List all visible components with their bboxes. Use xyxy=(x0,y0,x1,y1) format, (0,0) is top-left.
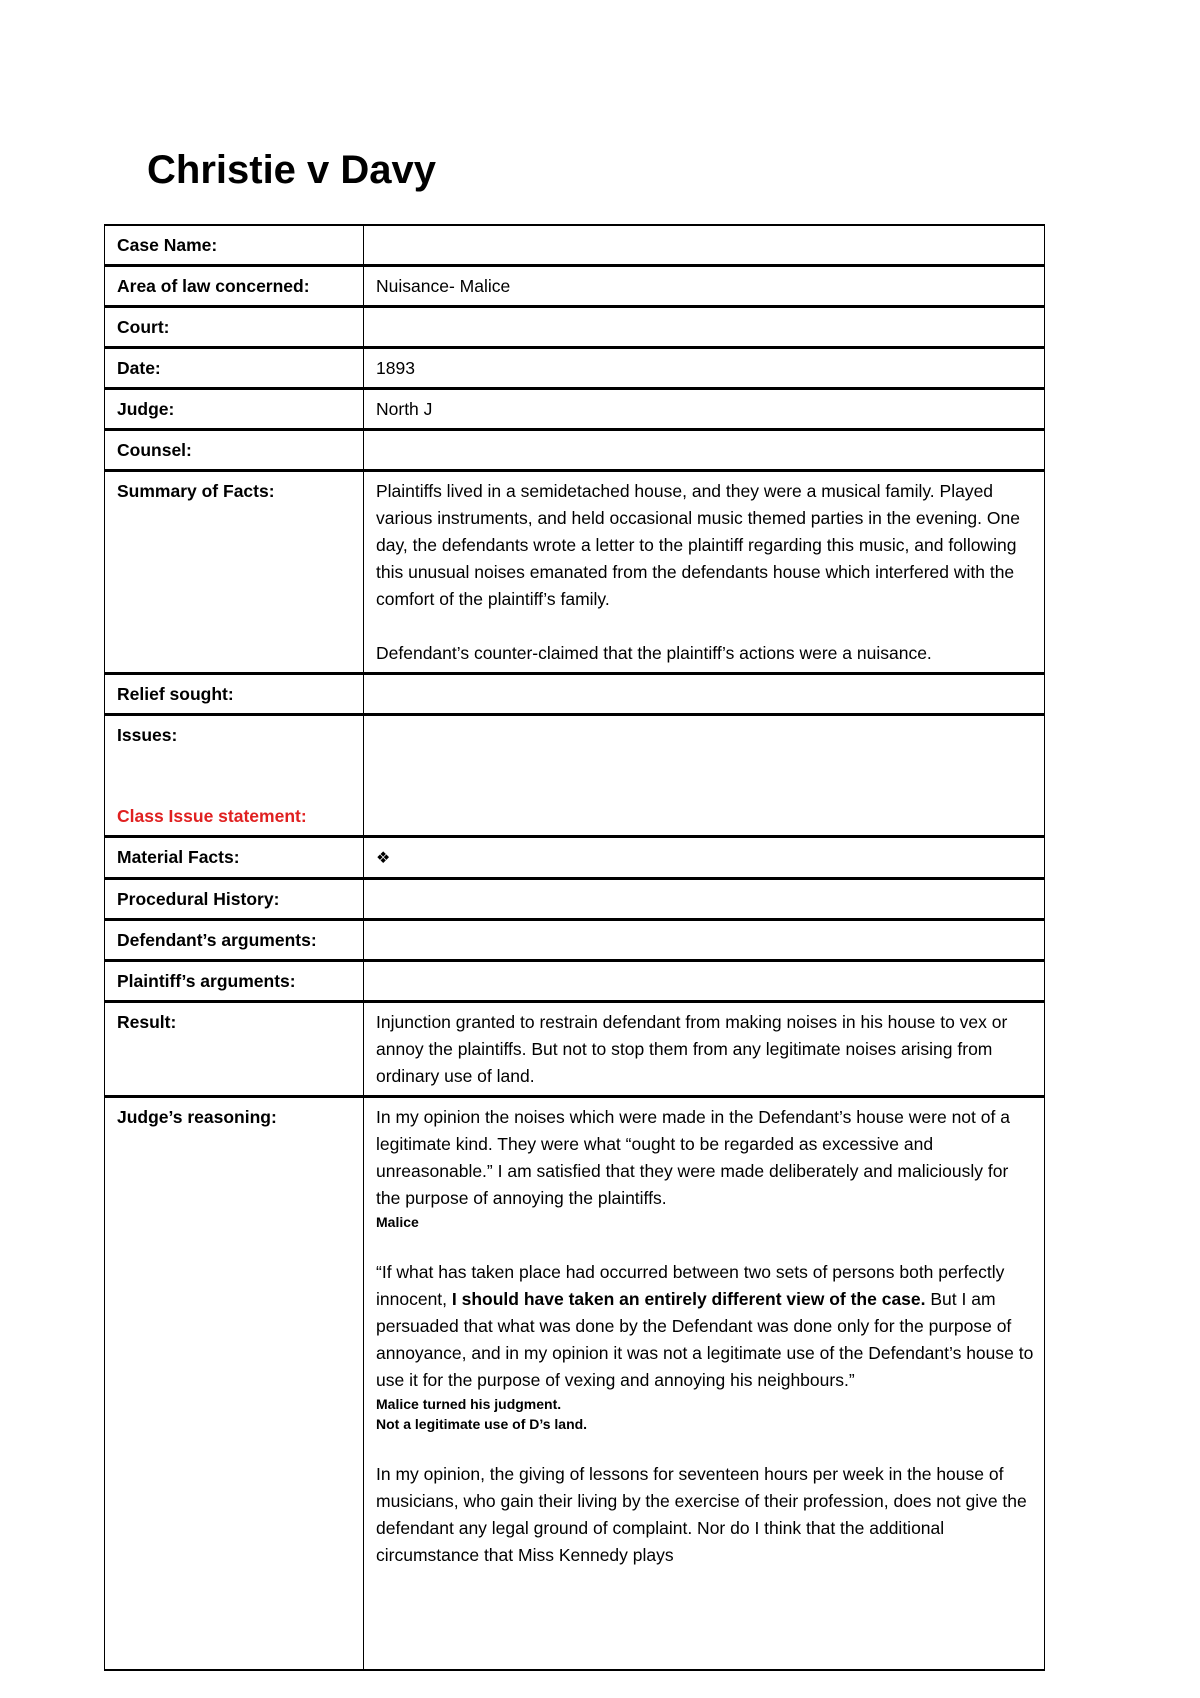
row-court xyxy=(105,307,1045,348)
reasoning-quote-start: “If what has taken place had occurred between two sets of persons both perfectly innocent, xyxy=(376,1262,1005,1309)
row-date xyxy=(105,348,1045,389)
reasoning-note-malice: Malice xyxy=(376,1214,419,1230)
row-result xyxy=(105,1002,1045,1097)
issues-label: Issues: xyxy=(117,725,178,745)
row-procedural-history xyxy=(105,879,1045,920)
reasoning-quote-end: But I am persuaded that what was done by the Defendant was done only for the purpose of annoyance, and in my opinion it was not a legitimate use of the Defendant’s house to use it for the purpose of vexing and annoying his neighbours.” xyxy=(376,1289,1034,1390)
reasoning-note-land: Not a legitimate use of D’s land. xyxy=(376,1416,588,1432)
row-issues xyxy=(105,715,1045,837)
document-title: Christie v Davy xyxy=(147,148,437,192)
reasoning-paragraph-3: In my opinion, the giving of lessons for seventeen hours per week in the house of musicians, who gain their living by the exercise of their profession, does not give the defendant any legal ground of complaint. Nor do I think that the additional circumstance that Miss Kennedy plays xyxy=(376,1464,1027,1565)
procedural-history-value xyxy=(364,879,1045,920)
material-facts-label: Material Facts: xyxy=(105,837,364,879)
relief-label: Relief sought: xyxy=(105,674,364,715)
summary-label: Summary of Facts: xyxy=(105,471,364,674)
reasoning-value xyxy=(364,1097,1045,1671)
row-case-name xyxy=(105,225,1045,266)
issues-cell xyxy=(105,715,364,837)
plaintiff-arguments-label: Plaintiff’s arguments: xyxy=(105,961,364,1002)
reasoning-label: Judge’s reasoning: xyxy=(105,1097,364,1671)
defendant-arguments-label: Defendant’s arguments: xyxy=(105,920,364,961)
judge-value: North J xyxy=(364,389,1045,430)
reasoning-quote-emphasis: I should have taken an entirely different view of the case. xyxy=(451,1289,926,1309)
case-brief-table xyxy=(104,224,1045,1671)
row-judge xyxy=(105,389,1045,430)
row-area-of-law xyxy=(105,266,1045,307)
counsel-value xyxy=(364,430,1045,471)
reasoning-paragraph-1: In my opinion the noises which were made in the Defendant’s house were not of a legitimate kind. They were what “ought to be regarded as excessive and unreasonable.” I am satisfied that they were made deliberately and maliciously for the purpose of annoying the plaintiffs. xyxy=(376,1107,1010,1208)
judge-label: Judge: xyxy=(105,389,364,430)
summary-value xyxy=(364,471,1045,674)
class-issue-statement-label: Class Issue statement: xyxy=(117,806,307,826)
result-value: Injunction granted to restrain defendant from making noises in his house to vex or annoy the plaintiffs. But not to stop them from any legitimate noises arising from ordinary use of land. xyxy=(364,1002,1045,1097)
diamond-bullet-icon: ❖ xyxy=(376,850,391,867)
date-label: Date: xyxy=(105,348,364,389)
row-defendant-arguments xyxy=(105,920,1045,961)
row-judges-reasoning xyxy=(105,1097,1045,1671)
result-label: Result: xyxy=(105,1002,364,1097)
area-label: Area of law concerned: xyxy=(105,266,364,307)
row-counsel xyxy=(105,430,1045,471)
issues-value xyxy=(364,715,1045,837)
court-value xyxy=(364,307,1045,348)
counsel-label: Counsel: xyxy=(105,430,364,471)
row-material-facts xyxy=(105,837,1045,879)
case-name-label: Case Name: xyxy=(105,225,364,266)
row-relief-sought xyxy=(105,674,1045,715)
relief-value xyxy=(364,674,1045,715)
defendant-arguments-value xyxy=(364,920,1045,961)
date-value: 1893 xyxy=(364,348,1045,389)
row-plaintiff-arguments xyxy=(105,961,1045,1002)
case-name-value xyxy=(364,225,1045,266)
summary-paragraph-2: Defendant’s counter-claimed that the plaintiff’s actions were a nuisance. xyxy=(376,643,932,663)
plaintiff-arguments-value xyxy=(364,961,1045,1002)
summary-paragraph-1: Plaintiffs lived in a semidetached house, and they were a musical family. Played various instruments, and held occasional music themed parties in the evening. One day, the defendants wrote a letter to the plaintiff regarding this music, and following this unusual noises emanated from the defendants house which interfered with the comfort of the plaintiff’s family. xyxy=(376,481,1020,609)
court-label: Court: xyxy=(105,307,364,348)
reasoning-note-judgment: Malice turned his judgment. xyxy=(376,1396,562,1412)
material-facts-value xyxy=(364,837,1045,879)
row-summary-of-facts xyxy=(105,471,1045,674)
procedural-history-label: Procedural History: xyxy=(105,879,364,920)
area-value: Nuisance- Malice xyxy=(364,266,1045,307)
reasoning-paragraph-2 xyxy=(376,1259,1034,1394)
